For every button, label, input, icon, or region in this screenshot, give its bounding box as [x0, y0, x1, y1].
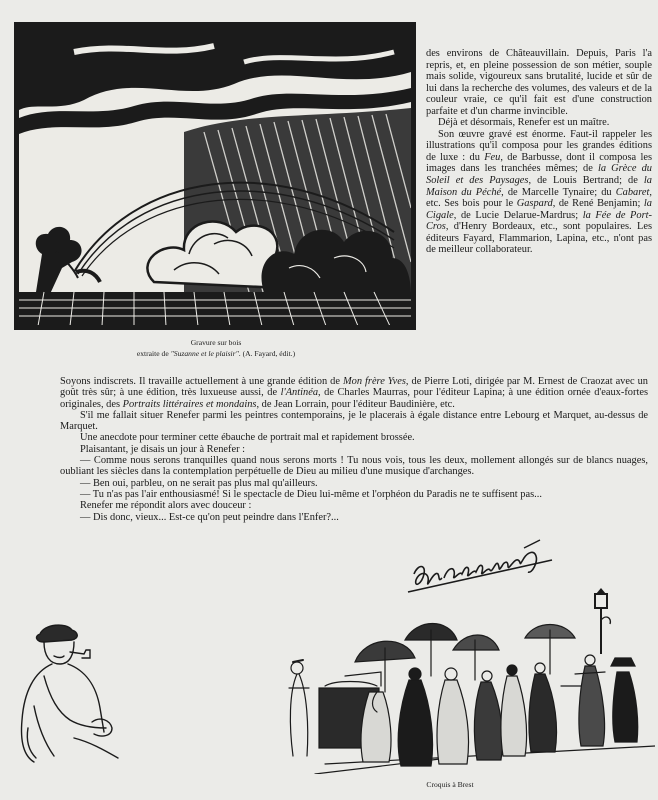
woodcut-caption	[100, 337, 332, 359]
sketch-caption: Croquis à Brest	[426, 780, 474, 789]
full-paragraph-7: — Tu n'as pas l'air enthousiasmé! Si le spectacle de Dieu lui-même et l'orphéon du Paradis ne te suffisent pas...	[80, 488, 542, 500]
man-sketch-drawing	[14, 616, 122, 766]
right-column-text	[426, 48, 652, 256]
woodcut-engraving	[14, 22, 416, 330]
full-paragraph-1: Soyons indiscrets. Il travaille actuellement à une grande édition de Mon frère Yves, de Pierre Loti, dirigée par M. Ernest de Craozat avec un goût très sûr; à une édition, très luxueuse aussi, de l'Antinéa, de Charles Maurras, pour l'éditeur Lapina; à une édition ornée d'eaux-fortes originales, des Portraits littéraires et mondains, de Jean Lorrain, pour l'éditeur Baudinière, etc.	[60, 376, 648, 410]
woodcut-illustration	[14, 22, 416, 330]
full-paragraph-6: — Ben oui, parbleu, on ne serait pas plus mal qu'ailleurs.	[80, 477, 318, 489]
sketch-brest-crowd	[285, 596, 655, 774]
full-paragraph-8: Renefer me répondit alors avec douceur :	[80, 500, 252, 512]
crowd-sketch-drawing	[285, 596, 655, 774]
column-paragraph-1: des environs de Châteauvillain. Depuis, Paris l'a repris, et, en pleine possession de son métier, souple mais solide, vigoureux sans brutalité, lucide et sûr de lui dans la recherche des volumes, des valeurs et de la couleur vraie, ce qu'il fait est d'une construction parfaite et d'un charme invincible.	[426, 48, 652, 117]
full-paragraph-5: — Comme nous serons tranquilles quand nous serons morts ! Tu nous vois, tous les deux, mollement allongés sur de blancs nuages, oubliant les siècles dans la contemplation perpétuelle de Dieu au milieu d'une musique d'archanges.	[60, 455, 648, 478]
author-signature	[404, 530, 556, 598]
caption-line1: Gravure sur bois	[190, 338, 242, 347]
full-paragraph-2: S'il me fallait situer Renefer parmi les peintres contemporains, je le placerais à égale distance entre Lebourg et Marquet, au-dessus de Marquet.	[60, 409, 648, 433]
column-paragraph-3: Son œuvre gravé est énorme. Faut-il rappeler les illustrations qu'il composa pour les grandes éditions de luxe : du Feu, de Barbusse, dont il composa les images dans les tranchées mêmes; de la Grèce du Soleil et des Paysages, de Louis Bertrand; de la Maison du Péché, de Marcelle Tynaire; du Cabaret, etc. Ses bois pour le Gaspard, de René Benjamin; la Cigale, de Lucie Delarue-Mardrus; la Fée de Port-Cros, d'Henry Bordeaux, etc., sont populaires. Les éditeurs Fayard, Flammarion, Lapina, etc., n'ont pas de meilleur collaborateur.	[426, 128, 653, 256]
full-paragraph-3: Une anecdote pour terminer cette ébauche de portrait mal et rapidement brossée.	[80, 432, 415, 444]
sketch-man-with-pipe	[14, 616, 122, 766]
signature-drawing	[404, 530, 556, 598]
full-paragraph-4: Plaisantant, je disais un jour à Renefer :	[80, 443, 246, 455]
full-paragraph-9: — Dis donc, vieux... Est-ce qu'on peut peindre dans l'Enfer?...	[80, 511, 339, 523]
full-width-text	[60, 376, 648, 523]
column-paragraph-2: Déjà et désormais, Renefer est un maître.	[438, 117, 610, 129]
caption-line2: extraite de "Suzanne et le plaisir". (A. Fayard, édit.)	[136, 349, 296, 358]
